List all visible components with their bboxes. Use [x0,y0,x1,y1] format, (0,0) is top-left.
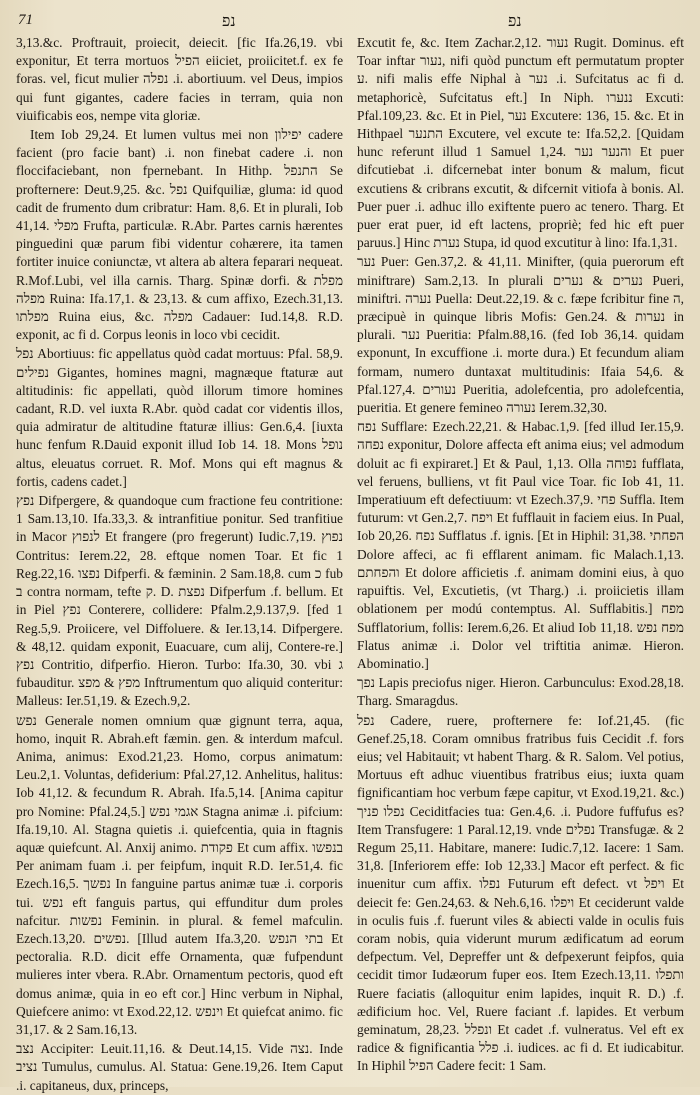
page-number: 71 [18,12,33,28]
entry-paragraph: נפץ Difpergere, & quandoque cum fractione feu contritione: 1 Sam.13,10. Ifa.33,3. & intranfitiue ponitur. Sed tranfitiue in Macor לנפוץ Et frangere (pro fregerunt) Iudic.7,19. נפוץ Contritus: Ierem.22, 28. eftque nomen Toar. Et fic 1 Reg.22,16. נפצו Difperfi. & fæminin. 2 Sam.18,8. cum כ fub ב contra normam, tefte ק. D. נפצת Difperfum .f. bellum. Et in Piel נפץ Conterere, collidere: Pfalm.2,9.137,9. [fed 1 Reg.5,9. Proiicere, vel Diffoluere. & Ier.13,14. Difpergere. & 48,12. quidam exponit, Euacuare, cum alij, Contere-re.] נפץ Contritio, difperfio. Hieron. Turbo: Ifa.30, 30. vbi ג fubauditur. מפץ & מפצ Inftrumentum quo aliquid conteritur: Malleus: Ier.51,19. & Ezech.9,2. [16,493,344,709]
page-header [16,8,684,34]
entry-paragraph: Item Iob 29,24. Et lumen vultus mei non יפילון cadere facient (pro facie bant) .i. non finebat cadere .i. non floccifaciebant, non fpernebant. In Hithp. התנפל Se profternere: Deut.9,25. &c. נפל Quifquiliæ, gluma: id quod cadit de frumento dum cribratur: Ham. 8,6. Et in plurali, Iob 41,14. מפלי Frufta, particulæ. R.Abr. Partes carnis hærentes pinguedini quæ parum fibi videntur cohærere, ita tamen fortiter inuice coniunctæ, vt altera ab altera feparari nequeat. R.Mof.Lubi, vel illa carnis. Tharg. Spinæ dorfi. מפלת & מפלה Ruina: Ifa.17,1. & 23,13. & cum affixo, Ezech.31,13. מפלתו Ruina eius, &c. מפלה Cadauer: Iud.14,8. R.D. exponit, ac fi d. Corpus leonis in loco vbi cecidit. [16,127,344,343]
entry-paragraph: נפך Lapis preciofus niger. Hieron. Carbunculus: Exod.28,18. Tharg. Smaragdus. [357,675,684,709]
left-column [16,34,344,1093]
running-head-left: נפ [222,11,236,30]
entry-paragraph: נפח Sufflare: Ezech.22,21. & Habac.1,9. [fed illud Ier.15,9. נפחה exponitur, Dolore affecta eft anima eius; vel admodum doluit ac fi expiraret.] Et & Paul, 1,13. Olla נפוחה fufflata, vel feruens, bulliens, vt fit Paul vice Toar. fic Iob 41, 11. Imperatiuum eft defectiuum: vt Ezech.37,9. פחי Suffla. Item futurum: vt Gen.2,7. ויפח Et fufflauit in faciem eius. In Pual, Iob 20,26. נפח Sufflatus .f. ignis. [Et in Hiphil: 31,38. הפחתי Dolore affeci, ac fi efflarent animam. fic Malach.1,13. והפחתם Et dolore afficietis .f. animam domini eius, à quo rapuiftis. Vel, Excutietis, (vt Tharg.) .i. proiicietis illam oblationem per modú contemptus. Al. Sufflabitis.] מפח Sufflatorium, follis: Ierem.6,26. Et aliud Iob 11,18. מפח נפש Flatus animæ .i. Dolor vel triftitia animæ. Hieron. Abominatio.] [357,419,684,671]
text-columns [16,34,685,1093]
entry-paragraph: נפש Generale nomen omnium quæ gignunt terra, aqua, homo, inquit R. Abrah.eft fæmin. gen. & interdum mafcul. Anima, animus: Exod.21,23. Homo, corpus animatum: Leu.2,1. Voluntas, defiderium: Pfal.27,12. Anhelitus, halitus: Iob 41,12. & fecundum R. Abrah. Ifa.5,14. [Anima capitur pro Nomine: Pfal.24,5.] אגמי נפש Stagna animæ .i. pifcium: Ifa.19,10. Al. Stagna quietis .i. quiefcentia, quia in ftagnis aquæ quiefcunt. Al. Anxij animo. פקודת Et cum affix. בנפשו Per animam fuam .i. per feipfum, inquit R.D. Ier.51,4. fic Ezech.16,5. נפשך In fanguine partus animæ tuæ .i. corporis tui. נפש eft fanguis partus, qui effunditur dum proles nafcitur. נפשות Feminin. in plural. & femel mafculin. Ezech.13,20. נפשים. [Illud autem Ifa.3,20. בתי הנפש Et pectoralia. R.D. dicit effe Ornamenta, quæ fufpendunt mulieres inter vbera. R.Abr. Ornamentum pectoris, quod eft domus animæ, quia in eo eft cor.] Hinc verbum in Niphal, Quiefcere animo: vt Exod.22,12. וינפש Et quiefcat animo. fic 31,17. & 2 Sam.16,13. [16,712,343,1037]
entry-paragraph: נפל Cadere, ruere, profternere fe: Iof.21,45. (fic Genef.25,18. Coram omnibus fratribus fuis Cecidit .f. fors eius; vel Habitauit; vt habent Tharg. & R. Salom. Vel potius, Mortuus eft adhuc viuentibus fratribus eius; iuxta quam fignificantiam hoc verbum fæpe capitur, vt Exod.19,21. &c.) נפלו פניך Ceciditfacies tua: Gen.4,6. .i. Pudore fuffufus es? Item Transfugere: 1 Paral.12,19. vnde נפלים Transfugæ. & 2 Regum 25,11. Habitare, manere: Iudic.7,12. Iacere: 1 Sam. 31,8. [Inferiorem effe: Iob 12,33.] Macor eft perfect. & fic inuenitur cum affix. נפלו Futurum eft defect. vt ויפל Et deiecit fe: Gen.24,63. & Neh.6,16. ויפלו Et ceciderunt valde in oculis fuis .f. fuerunt viles & abiecti valde in oculis fuis coram nobis, quia viderunt murum ædificatum ad eorum defpectum. Vel, Depreffer unt & defpexerunt feipfos, quia cecidit timor Iudæorum fuper eos. Item Ezech.13,11. ותפלו Ruere faciatis (alloquitur enim lapides, inquit R. D.) .f. ædificium hoc. Vel, Ruere faciant .f. lapides. Et verbum geminatum, 28,23. ונפלל Et cadet .f. vulneratus. Vel eft ex radice & fignificantia פלל .i. iudices. ac fi d. Et iudicabitur. In Hiphil הפיל Cadere fecit: 1 Sam. [357,712,685,1074]
running-head-right: נפ [508,11,522,30]
entry-paragraph: נער Puer: Gen.37,2. & 41,11. Minifter, (quia puerorum eft miniftrare) Sam.2,13. In plurali נערים & נערים Pueri, miniftri. נערה Puella: Deut.22,19. & c. fæpe fcribitur fine ה, præcipuè in quinque libris Mofis: Gen.24. & נערות in plurali. נער Pueritia: Pfalm.88,16. (fed Iob 36,14. quidam exponunt, In excuffione .i. morte dura.) Et fecundum aliam formam, numero duntaxat multitudinis: Ifaia 54,6. & Pfal.127,4. נעורים Pueritia, adolefcentia, pro adolefcentia, pueritia. Et genere femineo נעורה Ierem.32,30. [357,254,684,416]
right-column [357,34,685,1074]
entry-paragraph: נפל Abortiuus: fic appellatus quòd cadat mortuus: Pfal. 58,9. נפילים Gigantes, homines magni, magnæque ftaturæ aut altitudinis: fic appellati, quòd illorum timore homines cadant, R.D. vel iuxta R.Abr. quòd cadat cor videntis illos, quia admiratur de altitudine ftaturæ illius: Gen.6,4. [iuxta hunc fenfum R.Dauid exponit illud Iob 14. 18. Mons נופל altus, eleuatus corruet. R. Mof. Mons qui eft magnus & fortis, cadens cadet.] [16,346,343,489]
entry-paragraph: 3,13.&c. Proftrauit, proiecit, deiecit. [fic Ifa.26,19. vbi exponitur, Et terra mortuos הפיל eiiciet, proiicitet.f. ex fe foras. vel, ficut mulier נפלה .i. abortiuum. vel Deus, impios qui funt gigantes, cadere facies in terram, quia non viuificabis eos, nempe vita gloriæ. [16,35,344,123]
entry-paragraph: נצב Accipiter: Leuit.11,16. & Deut.14,15. Vide נצה. Inde נציב Tumulus, cumulus. Al. Statua: Gene.19,26. Item Caput .i. capitaneus, dux, princeps, [16,1041,343,1093]
entry-paragraph: Excutit fe, &c. Item Zachar.2,12. נעור Rugit. Dominus. eft Toar inftar נעור, nifi quòd punctum eft permutatum propter ע. nifi malis effe Niphal à נער .i. Sufcitatus ac fi d. metaphoricè, Sufcitatus eft.] In Niph. ננערו Excuti: Pfal.109,23. &c. Et in Piel, נער Excutere: 136, 15. &c. Et in Hithpael התנער Excutere, vel excute te: Ifa.52,2. [Quidam hunc referunt illud 1 Samuel 1,24. והנער נער Et puer difcutiebat .i. difcernebat inter bonum & malum, ficut excutiens & cribrans excutit, & difcernit vitiofa à bonis. Al. Puer puer .i. adhuc illo exiftente puero ac tenero. Tharg. Et puer erat puer, id eft lactens, propriè; fed hic eft puer paruus.] Hinc נערת Stupa, id quod excutitur à lino: Ifa.1,31. [357,35,685,251]
